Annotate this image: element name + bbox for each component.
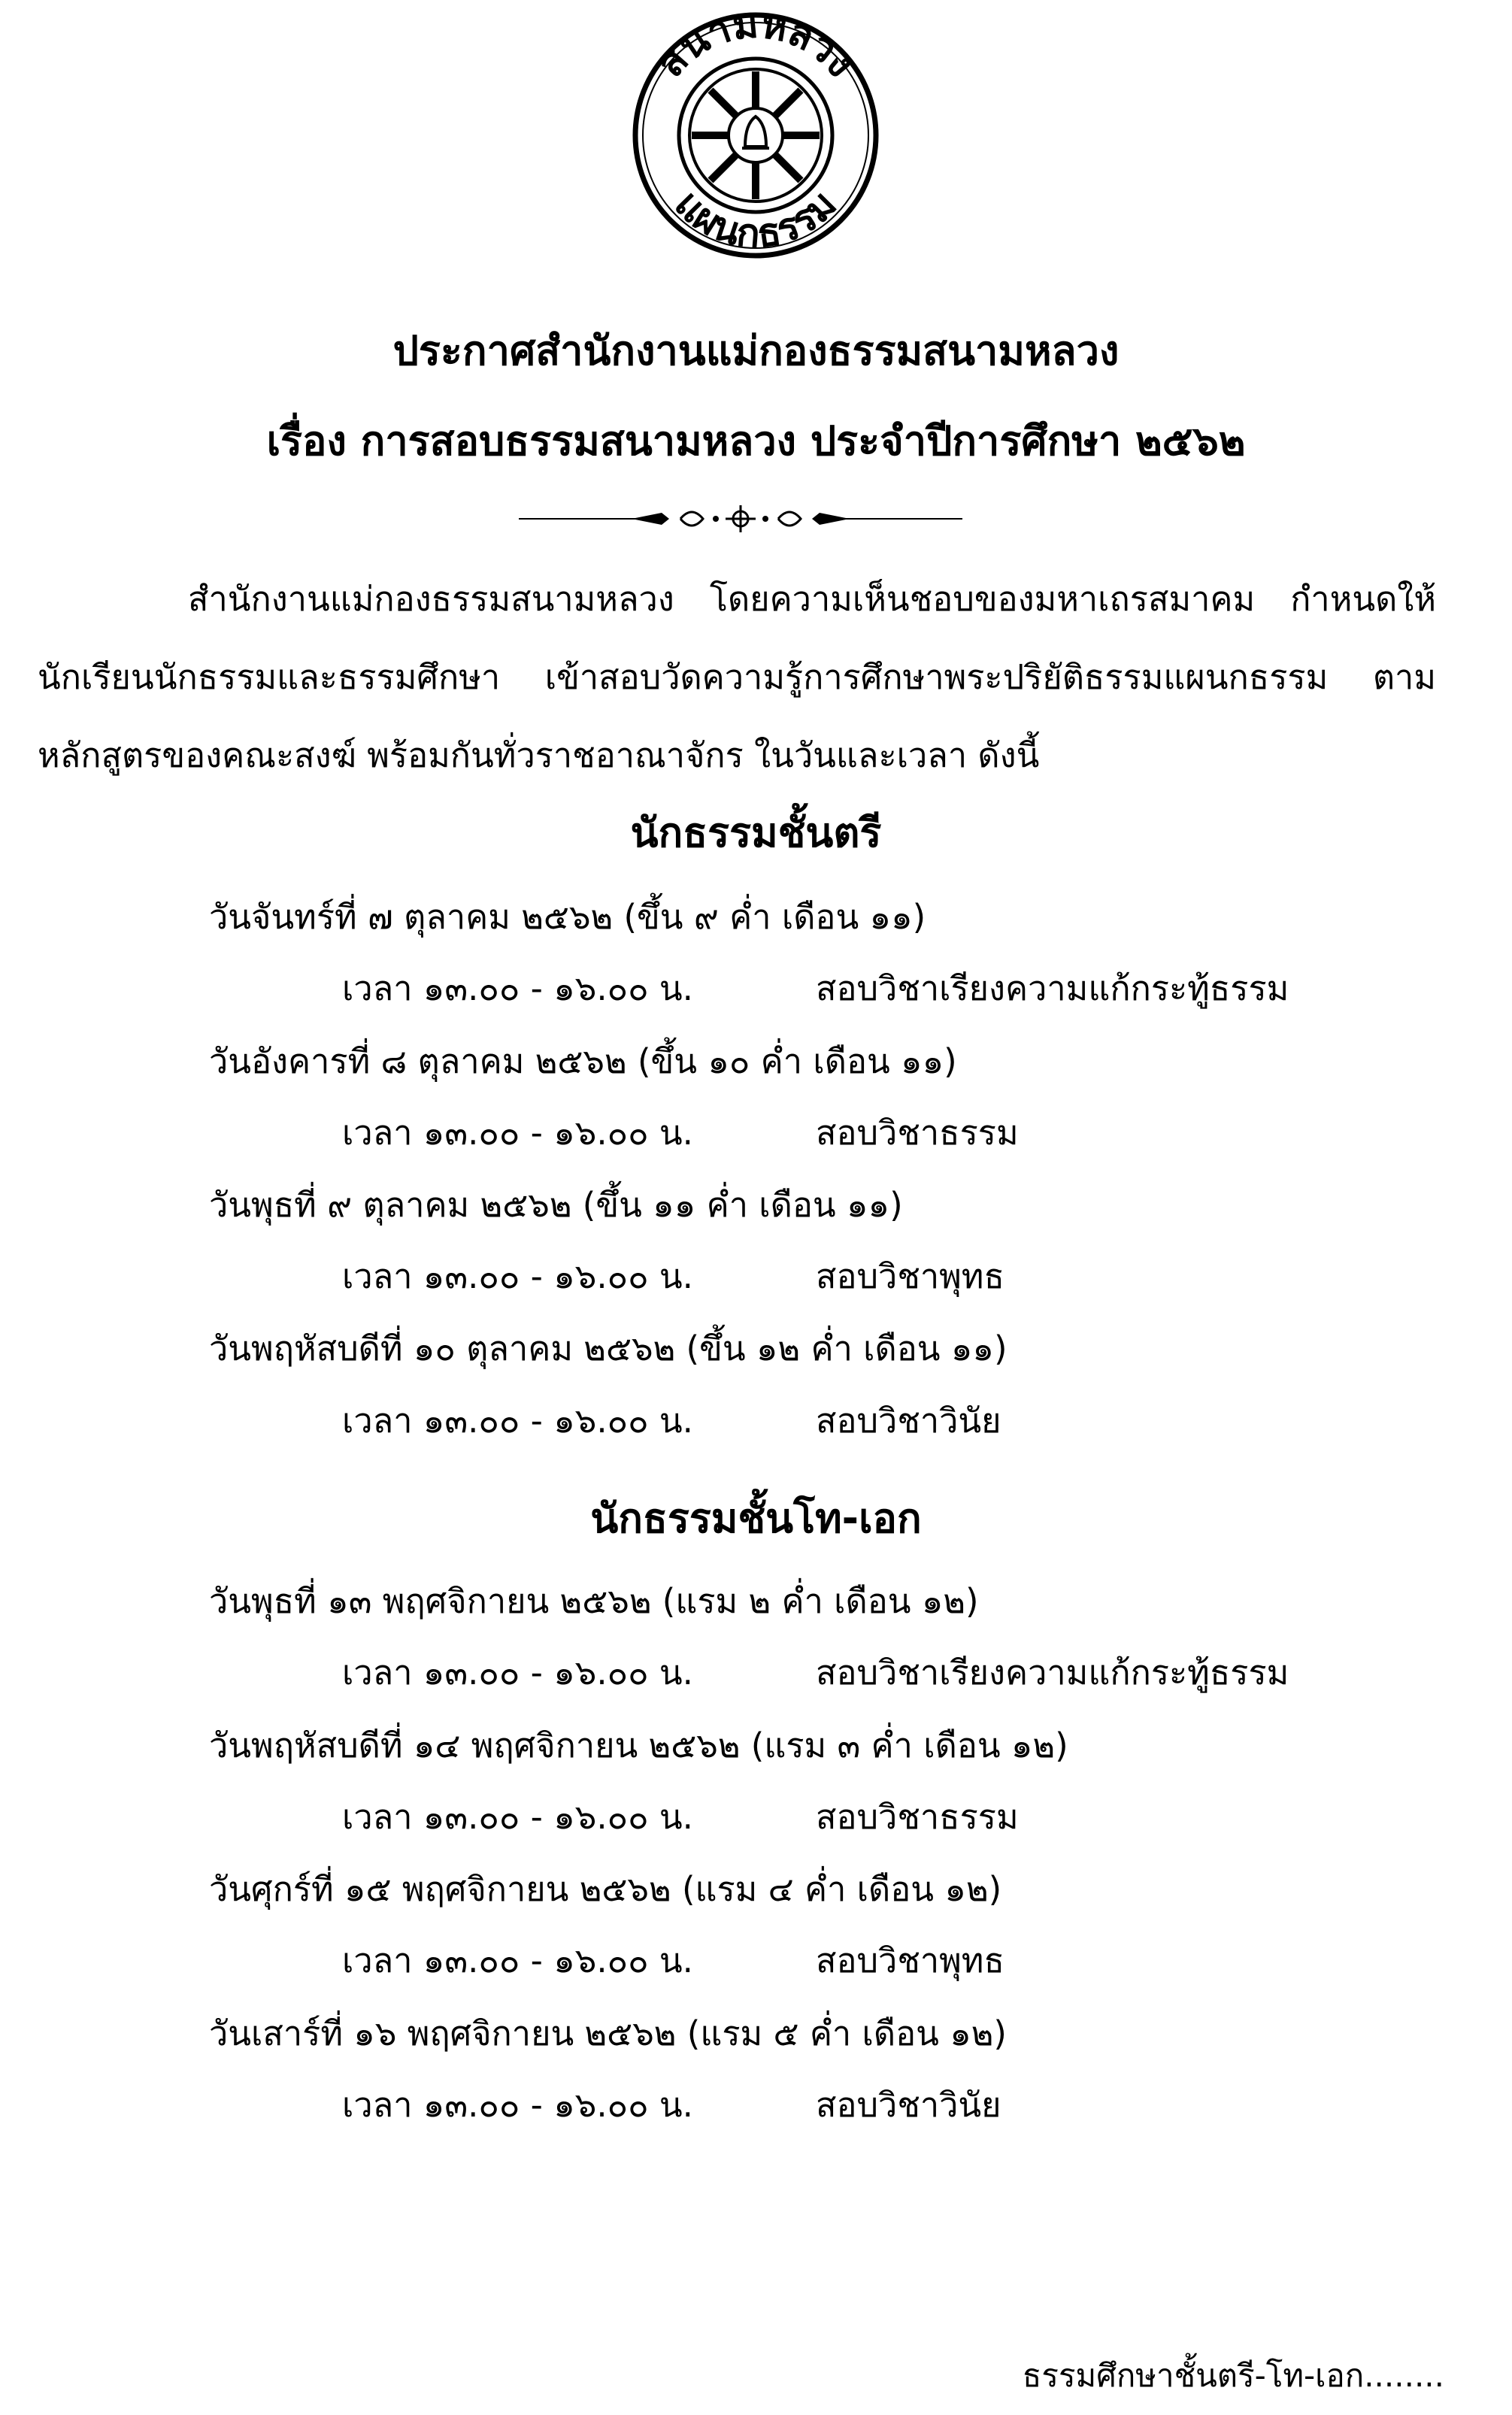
exam-subject: สอบวิชาธรรม [816, 1113, 1019, 1153]
exam-time: เวลา ๑๓.๐๐ - ๑๖.๐๐ น. [342, 1653, 693, 1692]
exam-time: เวลา ๑๓.๐๐ - ๑๖.๐๐ น. [342, 968, 693, 1008]
footer-continuation-note: ธรรมศึกษาชั้นตรี-โท-เอก........ [1022, 2357, 1444, 2394]
exam-subject: สอบวิชาพุทธ [816, 1941, 1004, 1980]
section-heading-tho-ek: นักธรรมชั้นโท-เอก [590, 1495, 922, 1542]
exam-subject: สอบวิชาเรียงความแก้กระทู้ธรรม [816, 968, 1289, 1008]
exam-day: วันพฤหัสบดีที่ ๑๐ ตุลาคม ๒๕๖๒ (ขึ้น ๑๒ ค่ำ เดือน ๑๑) [209, 1329, 1007, 1368]
seal-bottom-text: แผนกธรรม [665, 181, 846, 257]
exam-subject: สอบวิชาพุทธ [816, 1256, 1004, 1296]
seal-logo [598, 11, 914, 259]
exam-day: วันพฤหัสบดีที่ ๑๔ พฤศจิกายน ๒๕๖๒ (แรม ๓ ค่ำ เดือน ๑๒) [209, 1726, 1068, 1765]
exam-time: เวลา ๑๓.๐๐ - ๑๖.๐๐ น. [342, 1256, 693, 1296]
ornament-divider [519, 496, 962, 541]
intro-line-2: นักเรียนนักธรรมและธรรมศึกษา เข้าสอบวัดความรู้การศึกษาพระปริยัติธรรมแผนกธรรม ตาม [38, 657, 1436, 697]
exam-time: เวลา ๑๓.๐๐ - ๑๖.๐๐ น. [342, 1113, 693, 1153]
intro-paragraph [38, 560, 1436, 795]
exam-subject: สอบวิชาเรียงความแก้กระทู้ธรรม [816, 1653, 1289, 1692]
exam-subject: สอบวิชาธรรม [816, 1797, 1019, 1837]
exam-day: วันอังคารที่ ๘ ตุลาคม ๒๕๖๒ (ขึ้น ๑๐ ค่ำ เดือน ๑๑) [209, 1041, 957, 1081]
seal-top-text: สนามหลวง [647, 11, 864, 86]
section-heading-tri: นักธรรมชั้นตรี [630, 809, 882, 856]
exam-subject: สอบวิชาวินัย [816, 1401, 1001, 1441]
intro-line-1: สำนักงานแม่กองธรรมสนามหลวง โดยความเห็นชอบของมหาเถรสมาคม กำหนดให้ [188, 579, 1436, 619]
document-title: ประกาศสำนักงานแม่กองธรรมสนามหลวง [392, 327, 1120, 374]
exam-time: เวลา ๑๓.๐๐ - ๑๖.๐๐ น. [342, 1941, 693, 1980]
exam-day: วันเสาร์ที่ ๑๖ พฤศจิกายน ๒๕๖๒ (แรม ๕ ค่ำ เดือน ๑๒) [209, 2014, 1007, 2053]
exam-day: วันศุกร์ที่ ๑๕ พฤศจิกายน ๒๕๖๒ (แรม ๔ ค่ำ เดือน ๑๒) [209, 1869, 1002, 1909]
exam-day: วันพุธที่ ๙ ตุลาคม ๒๕๖๒ (ขึ้น ๑๑ ค่ำ เดือน ๑๑) [209, 1185, 903, 1225]
exam-time: เวลา ๑๓.๐๐ - ๑๖.๐๐ น. [342, 1797, 693, 1837]
exam-subject: สอบวิชาวินัย [816, 2085, 1001, 2125]
exam-day: วันพุธที่ ๑๓ พฤศจิกายน ๒๕๖๒ (แรม ๒ ค่ำ เดือน ๑๒) [209, 1581, 979, 1621]
exam-time: เวลา ๑๓.๐๐ - ๑๖.๐๐ น. [342, 1401, 693, 1441]
exam-time: เวลา ๑๓.๐๐ - ๑๖.๐๐ น. [342, 2085, 693, 2125]
intro-line-3: หลักสูตรของคณะสงฆ์ พร้อมกันทั่วราชอาณาจักร ในวันและเวลา ดังนี้ [38, 735, 1040, 775]
exam-day: วันจันทร์ที่ ๗ ตุลาคม ๒๕๖๒ (ขึ้น ๙ ค่ำ เดือน ๑๑) [209, 897, 926, 937]
document-subject: เรื่อง การสอบธรรมสนามหลวง ประจำปีการศึกษา ๒๕๖๒ [266, 417, 1246, 465]
